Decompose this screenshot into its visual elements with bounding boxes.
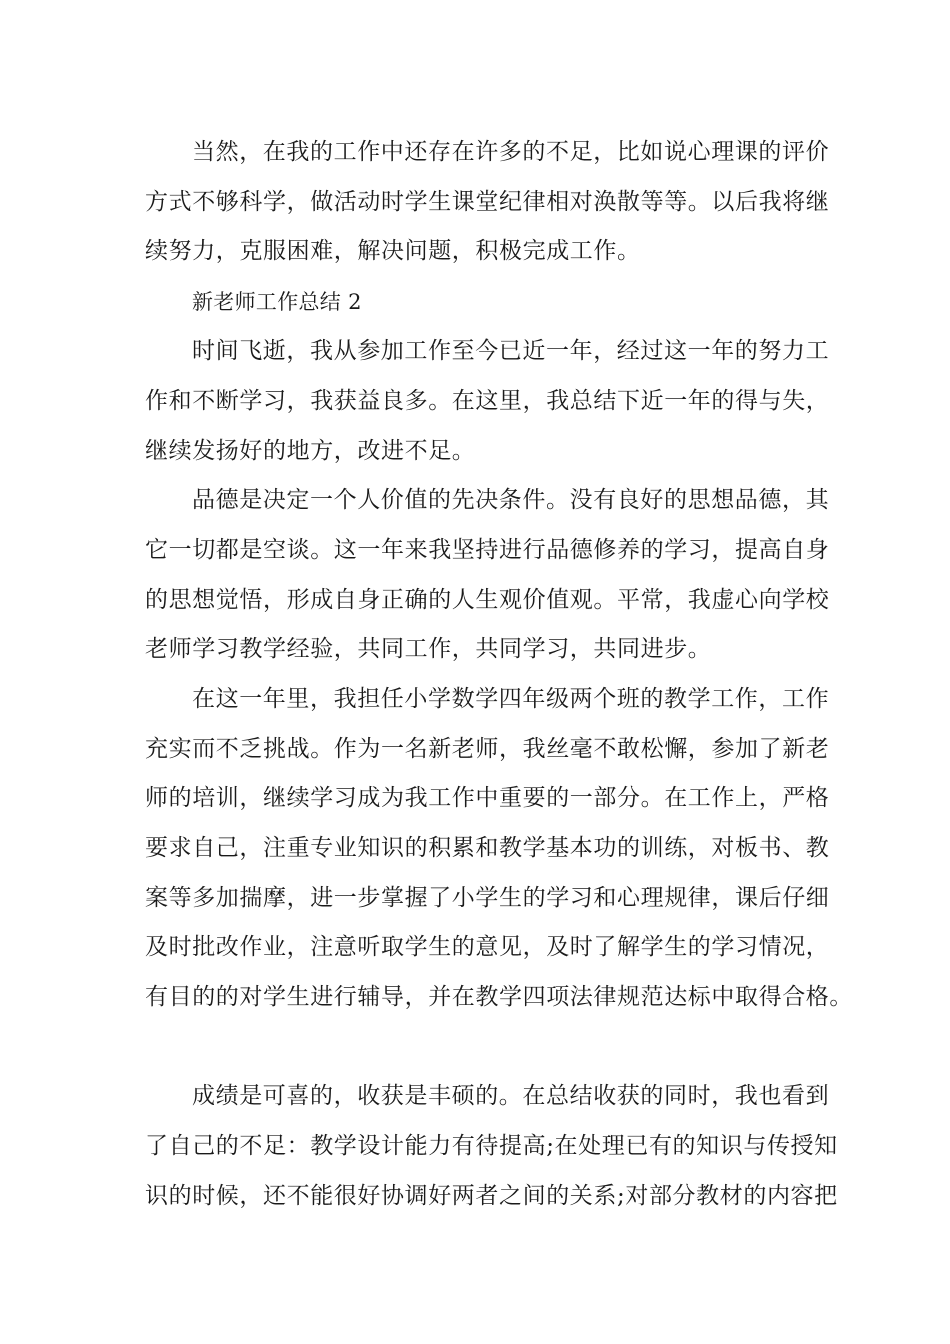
text-line: 识的时候，还不能很好协调好两者之间的关系;对部分教材的内容把 — [145, 1183, 838, 1209]
text-line: 作和不断学习，我获益良多。在这里，我总结下近一年的得与失， — [145, 388, 830, 414]
text-line: 它一切都是空谈。这一年来我坚持进行品德修养的学习，提高自身 — [145, 537, 830, 563]
text-line: 成绩是可喜的，收获是丰硕的。在总结收获的同时，我也看到 — [192, 1083, 830, 1109]
text-line: 师的培训，继续学习成为我工作中重要的一部分。在工作上，严格 — [145, 785, 830, 811]
text-line: 的思想觉悟，形成自身正确的人生观价值观。平常，我虚心向学校 — [145, 587, 830, 613]
text-line: 老师学习教学经验，共同工作，共同学习，共同进步。 — [145, 636, 712, 662]
text-line: 了自己的不足：教学设计能力有待提高;在处理已有的知识与传授知 — [145, 1133, 838, 1159]
section-heading: 新老师工作总结 2 — [192, 290, 362, 314]
text-line: 有目的的对学生进行辅导，并在教学四项法律规范达标中取得合格。 — [145, 984, 853, 1010]
text-line: 案等多加揣摩，进一步掌握了小学生的学习和心理规律，课后仔细 — [145, 885, 830, 911]
text-line: 要求自己，注重专业知识的积累和教学基本功的训练，对板书、教 — [145, 835, 830, 861]
text-line: 继续发扬好的地方，改进不足。 — [145, 438, 476, 464]
text-line: 方式不够科学，做活动时学生课堂纪律相对涣散等等。以后我将继 — [145, 189, 830, 215]
text-line: 当然，在我的工作中还存在许多的不足，比如说心理课的评价 — [192, 139, 830, 165]
text-line: 充实而不乏挑战。作为一名新老师，我丝毫不敢松懈，参加了新老 — [145, 736, 830, 762]
text-line: 在这一年里，我担任小学数学四年级两个班的教学工作，工作 — [192, 686, 830, 712]
text-line: 续努力，克服困难，解决问题，积极完成工作。 — [145, 238, 641, 264]
text-line: 品德是决定一个人价值的先决条件。没有良好的思想品德，其 — [192, 487, 830, 513]
text-line: 时间飞逝，我从参加工作至今已近一年，经过这一年的努力工 — [192, 338, 830, 364]
text-line: 及时批改作业，注意听取学生的意见，及时了解学生的学习情况， — [145, 934, 830, 960]
